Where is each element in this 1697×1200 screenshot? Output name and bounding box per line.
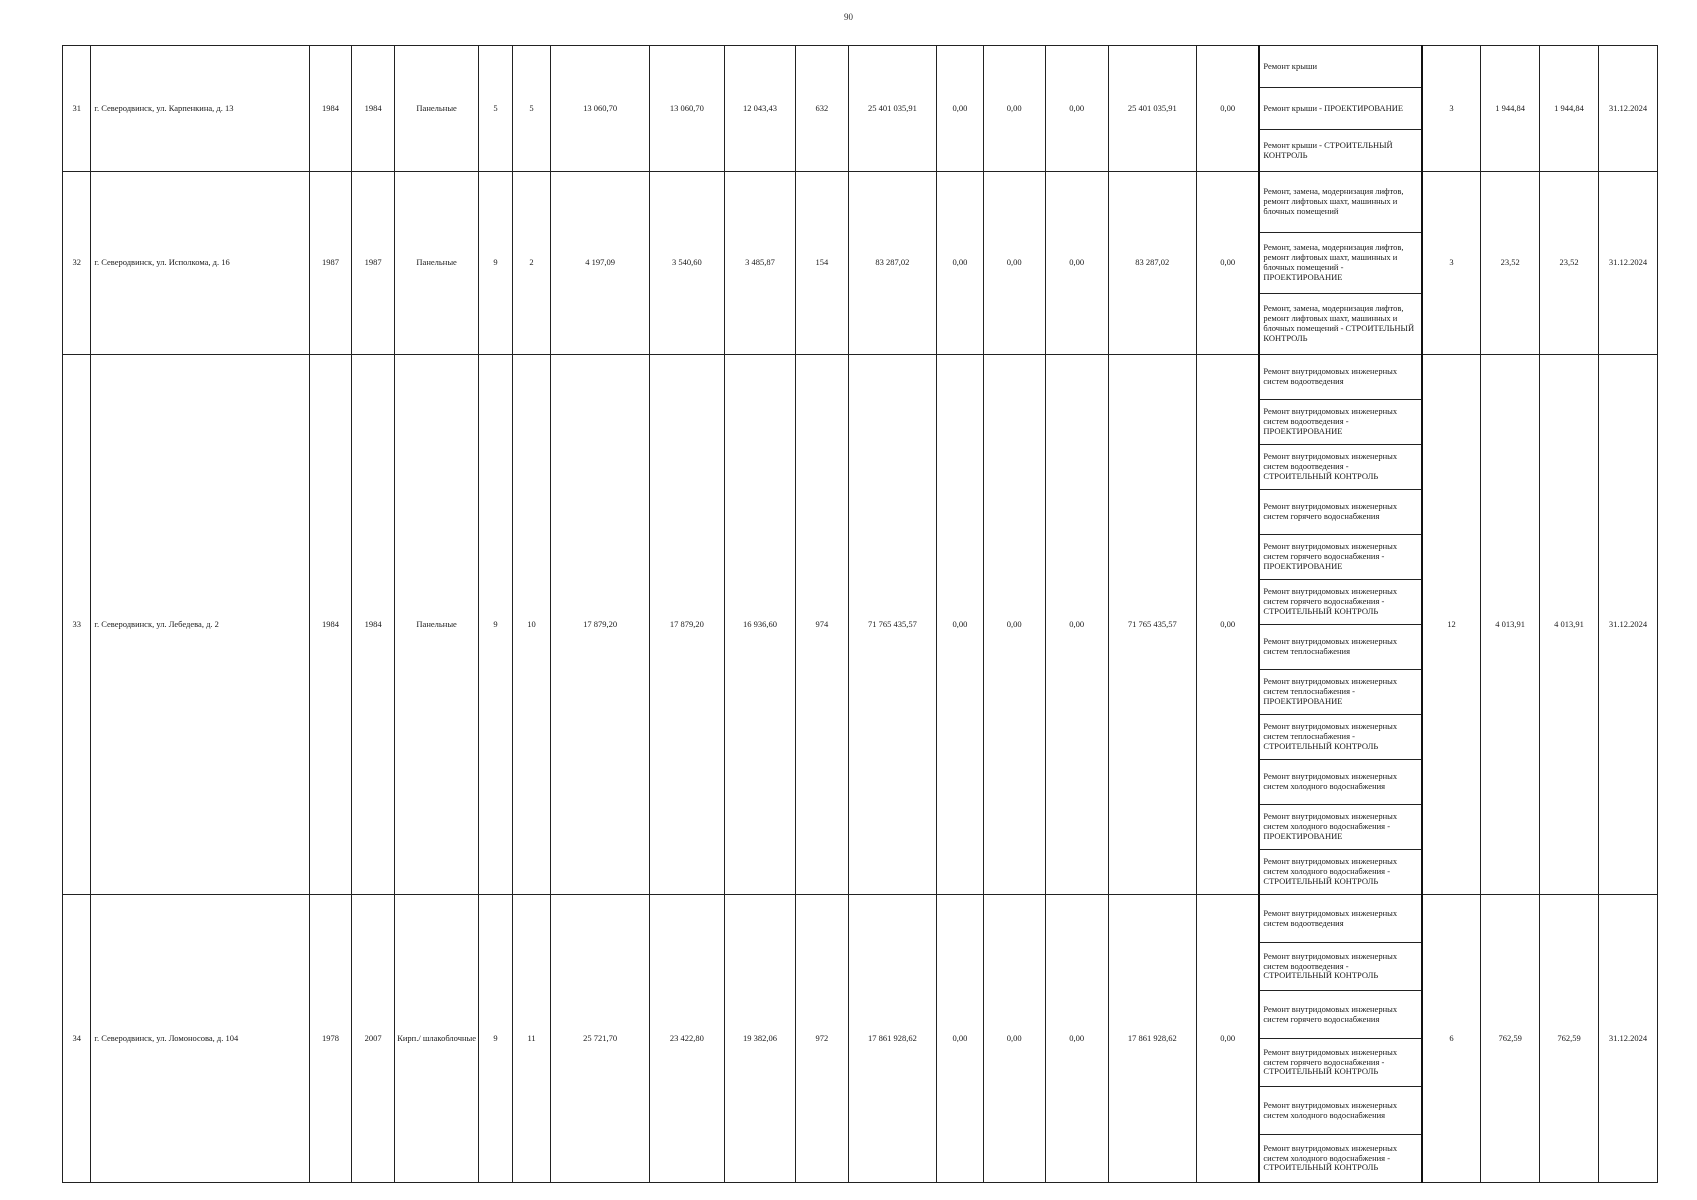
cell-area-premises: 13 060,70: [649, 46, 724, 172]
cell-cost-local: 0,00: [1045, 355, 1108, 895]
cell-year-built: 1984: [309, 355, 352, 895]
capital-repair-table: [62, 45, 1658, 1183]
cell-work-type: Ремонт крыши: [1259, 46, 1421, 88]
cell-max-cost: 1 944,84: [1540, 46, 1599, 172]
cell-deadline: 31.12.2024: [1598, 355, 1657, 895]
cell-area-residential: 12 043,43: [724, 46, 795, 172]
cell-work-type: Ремонт внутридомовых инженерных систем теплоснабжения: [1259, 625, 1421, 670]
cell-area-total: 25 721,70: [551, 895, 649, 1183]
cell-residents: 972: [795, 895, 848, 1183]
cell-year-renov: 2007: [352, 895, 395, 1183]
cell-work-count: 12: [1422, 355, 1481, 895]
cell-work-type: Ремонт внутридомовых инженерных систем водоотведения - СТРОИТЕЛЬНЫЙ КОНТРОЛЬ: [1259, 445, 1421, 490]
cell-cost-regional: 0,00: [983, 172, 1045, 355]
cell-work-type: Ремонт внутридомовых инженерных систем теплоснабжения - ПРОЕКТИРОВАНИЕ: [1259, 670, 1421, 715]
cell-unit-cost: 23,52: [1481, 172, 1540, 355]
cell-area-residential: 16 936,60: [724, 355, 795, 895]
cell-entrances: 2: [512, 172, 551, 355]
cell-wall-type: Кирп./ шлакоблочные: [394, 895, 478, 1183]
cell-address: г. Северодвинск, ул. Исполкома, д. 16: [91, 172, 309, 355]
cell-work-type: Ремонт внутридомовых инженерных систем горячего водоснабжения: [1259, 490, 1421, 535]
cell-cost-federal: 0,00: [937, 895, 984, 1183]
cell-entrances: 5: [512, 46, 551, 172]
cell-cost-other: 0,00: [1196, 172, 1259, 355]
cell-area-premises: 17 879,20: [649, 355, 724, 895]
cell-work-type: Ремонт, замена, модернизация лифтов, ремонт лифтовых шахт, машинных и блочных помещений - ПРОЕКТИРОВАНИЕ: [1259, 233, 1421, 294]
cell-work-type: Ремонт внутридомовых инженерных систем горячего водоснабжения - СТРОИТЕЛЬНЫЙ КОНТРОЛЬ: [1259, 1039, 1421, 1087]
cell-floors: 9: [479, 355, 513, 895]
cell-area-total: 17 879,20: [551, 355, 649, 895]
cell-wall-type: Панельные: [394, 355, 478, 895]
cell-entrances: 10: [512, 355, 551, 895]
cell-work-type: Ремонт внутридомовых инженерных систем горячего водоснабжения - ПРОЕКТИРОВАНИЕ: [1259, 535, 1421, 580]
cell-cost-regional: 0,00: [983, 46, 1045, 172]
table-body: [63, 46, 1658, 1183]
cell-cost-regional: 0,00: [983, 355, 1045, 895]
cell-cost-other: 0,00: [1196, 355, 1259, 895]
cell-residents: 974: [795, 355, 848, 895]
cell-year-built: 1984: [309, 46, 352, 172]
cell-floors: 9: [479, 895, 513, 1183]
cell-area-premises: 23 422,80: [649, 895, 724, 1183]
cell-year-renov: 1984: [352, 355, 395, 895]
cell-work-type: Ремонт крыши - ПРОЕКТИРОВАНИЕ: [1259, 88, 1421, 130]
cell-work-type: Ремонт внутридомовых инженерных систем холодного водоснабжения: [1259, 760, 1421, 805]
cell-work-type: Ремонт внутридомовых инженерных систем холодного водоснабжения - СТРОИТЕЛЬНЫЙ КОНТРОЛЬ: [1259, 1135, 1421, 1183]
cell-work-type: Ремонт внутридомовых инженерных систем водоотведения - СТРОИТЕЛЬНЫЙ КОНТРОЛЬ: [1259, 943, 1421, 991]
cell-unit-cost: 1 944,84: [1481, 46, 1540, 172]
cell-deadline: 31.12.2024: [1598, 895, 1657, 1183]
cell-work-type: Ремонт внутридомовых инженерных систем холодного водоснабжения - ПРОЕКТИРОВАНИЕ: [1259, 805, 1421, 850]
cell-work-type: Ремонт внутридомовых инженерных систем водоотведения: [1259, 895, 1421, 943]
cell-work-type: Ремонт внутридомовых инженерных систем водоотведения - ПРОЕКТИРОВАНИЕ: [1259, 400, 1421, 445]
cell-work-type: Ремонт внутридомовых инженерных систем холодного водоснабжения: [1259, 1087, 1421, 1135]
cell-floors: 9: [479, 172, 513, 355]
cell-cost-owners: 25 401 035,91: [1108, 46, 1196, 172]
cell-max-cost: 762,59: [1540, 895, 1599, 1183]
cell-no: 34: [63, 895, 91, 1183]
cell-cost-local: 0,00: [1045, 895, 1108, 1183]
cell-address: г. Северодвинск, ул. Лебедева, д. 2: [91, 355, 309, 895]
cell-cost-other: 0,00: [1196, 46, 1259, 172]
table-row: [63, 355, 1658, 400]
cell-cost-federal: 0,00: [937, 355, 984, 895]
cell-residents: 154: [795, 172, 848, 355]
cell-work-type: Ремонт внутридомовых инженерных систем теплоснабжения - СТРОИТЕЛЬНЫЙ КОНТРОЛЬ: [1259, 715, 1421, 760]
table-row: [63, 46, 1658, 88]
cell-work-type: Ремонт крыши - СТРОИТЕЛЬНЫЙ КОНТРОЛЬ: [1259, 130, 1421, 172]
cell-area-total: 13 060,70: [551, 46, 649, 172]
cell-area-residential: 3 485,87: [724, 172, 795, 355]
cell-cost-total: 17 861 928,62: [848, 895, 936, 1183]
cell-cost-total: 83 287,02: [848, 172, 936, 355]
cell-no: 31: [63, 46, 91, 172]
cell-entrances: 11: [512, 895, 551, 1183]
cell-address: г. Северодвинск, ул. Карпенкина, д. 13: [91, 46, 309, 172]
cell-work-type: Ремонт, замена, модернизация лифтов, ремонт лифтовых шахт, машинных и блочных помещений: [1259, 172, 1421, 233]
cell-work-count: 6: [1422, 895, 1481, 1183]
cell-cost-owners: 83 287,02: [1108, 172, 1196, 355]
cell-work-count: 3: [1422, 172, 1481, 355]
cell-unit-cost: 762,59: [1481, 895, 1540, 1183]
cell-deadline: 31.12.2024: [1598, 46, 1657, 172]
cell-max-cost: 4 013,91: [1540, 355, 1599, 895]
cell-work-type: Ремонт, замена, модернизация лифтов, ремонт лифтовых шахт, машинных и блочных помещений - СТРОИТЕЛЬНЫЙ КОНТРОЛЬ: [1259, 294, 1421, 355]
page-number: 90: [844, 12, 853, 22]
cell-cost-local: 0,00: [1045, 172, 1108, 355]
cell-cost-total: 25 401 035,91: [848, 46, 936, 172]
cell-work-type: Ремонт внутридомовых инженерных систем водоотведения: [1259, 355, 1421, 400]
cell-year-renov: 1984: [352, 46, 395, 172]
cell-cost-owners: 71 765 435,57: [1108, 355, 1196, 895]
cell-year-built: 1978: [309, 895, 352, 1183]
table-row: [63, 172, 1658, 233]
cell-work-type: Ремонт внутридомовых инженерных систем холодного водоснабжения - СТРОИТЕЛЬНЫЙ КОНТРОЛЬ: [1259, 850, 1421, 895]
cell-cost-regional: 0,00: [983, 895, 1045, 1183]
cell-no: 32: [63, 172, 91, 355]
cell-wall-type: Панельные: [394, 46, 478, 172]
cell-max-cost: 23,52: [1540, 172, 1599, 355]
cell-work-type: Ремонт внутридомовых инженерных систем горячего водоснабжения: [1259, 991, 1421, 1039]
cell-address: г. Северодвинск, ул. Ломоносова, д. 104: [91, 895, 309, 1183]
cell-area-premises: 3 540,60: [649, 172, 724, 355]
cell-unit-cost: 4 013,91: [1481, 355, 1540, 895]
cell-no: 33: [63, 355, 91, 895]
cell-cost-local: 0,00: [1045, 46, 1108, 172]
cell-cost-other: 0,00: [1196, 895, 1259, 1183]
cell-area-residential: 19 382,06: [724, 895, 795, 1183]
cell-cost-owners: 17 861 928,62: [1108, 895, 1196, 1183]
cell-wall-type: Панельные: [394, 172, 478, 355]
cell-year-built: 1987: [309, 172, 352, 355]
cell-work-type: Ремонт внутридомовых инженерных систем горячего водоснабжения - СТРОИТЕЛЬНЫЙ КОНТРОЛЬ: [1259, 580, 1421, 625]
cell-floors: 5: [479, 46, 513, 172]
cell-residents: 632: [795, 46, 848, 172]
cell-cost-federal: 0,00: [937, 172, 984, 355]
cell-cost-total: 71 765 435,57: [848, 355, 936, 895]
cell-cost-federal: 0,00: [937, 46, 984, 172]
cell-year-renov: 1987: [352, 172, 395, 355]
cell-deadline: 31.12.2024: [1598, 172, 1657, 355]
cell-work-count: 3: [1422, 46, 1481, 172]
cell-area-total: 4 197,09: [551, 172, 649, 355]
table-row: [63, 895, 1658, 943]
